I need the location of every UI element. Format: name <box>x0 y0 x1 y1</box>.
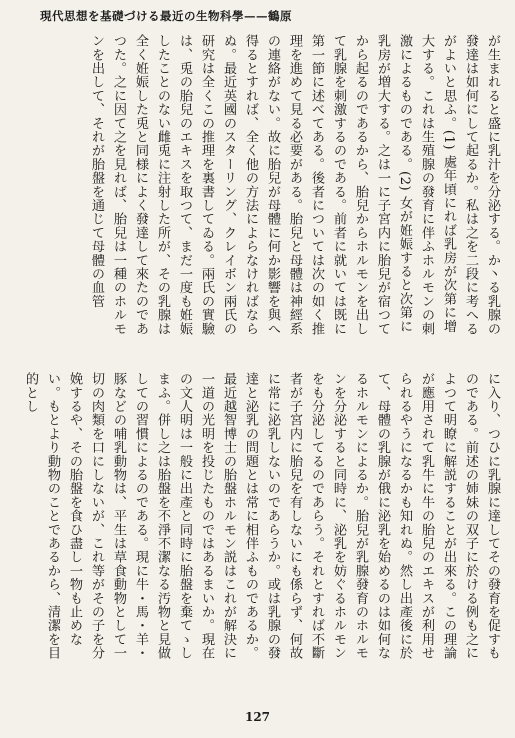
lower-text-block <box>23 372 503 672</box>
body-text-upper: が生まれると盛に乳汁を分泌する。か丶る乳腺の發達は如何にして起るか。私は之を二段に考へるがよいと思ふ。(1) 處年頃にれば乳房が次第に增大する。これは生殖腺の發育に伴ふホルモンの刺激によるものである。(2) 女が姙娠すると次第に乳房が増大する。之は一に子宮内に胎兒が宿つてから起るのであるから、胎兒からホルモンを出して乳腺を刺激するのである。前者に就いては既に第一節に述べてある。後者については次の如く推理を進めて見る必要がある。胎兒と母體は神經系の連絡がない。故に胎兒が母體に何か影響を與へ得るとすれば、全く他の方法によらなければならぬ。最近英國のスターリング、クレイボン兩氏の研究は全くこの推理を裏書してゐる。兩氏の實驗は、兎の胎兒のエキスを取つて、まだ一度も姙娠したことのない雌兎に注射した所が、その乳腺は全く姙娠した兎と同様によく發達して來たのであつた。之に因て之を見れば、胎兒は一種のホルモンを出して、それが胎盤を通じて母體の血管 <box>89 34 500 336</box>
running-header: 現代思想を基礎づける最近の生物科學——鶴原 <box>40 9 292 23</box>
page-number: 127 <box>244 710 271 724</box>
upper-text-block <box>33 34 503 346</box>
body-text-lower: に入り、つひに乳腺に達してその發育を促すものである。前述の姉妹の双子に於ける例も之によつて明瞭に解説することが出來る。この理論が應用されて乳牛に牛の胎兒のエキスが利用せられるやうになるかも知れぬ。然し出產後に於て、母體の乳腺が俄に泌乳を始めるのは如何なるホルモンによるか。胎兒が乳腺發育のホルモンを分泌すると同時に、泌乳を妨ぐるホルモンをも分泌してるのであらう。それとすれば不斷者が子宮内に胎兒を有しないにも係らず、何故に常に泌乳しないのであらうか。或は乳腺の發達と泌乳の問題とは常に相伴ふものであるか。最近越智博士の胎盤ホルモン説はこれが解決に一道の光明を投じたものではあるまいか。現在の文人明は一般に出產と同時に胎盤を棄てゝしまふ。併し之は胎盤を不淨不潔なる汚物と見做しての習慣によるのである。現に牛・馬・羊・豚などの哺乳動物は、平生は草食動物として一切の肉類を口にしないが、これ等がその子を分娩するや、その胎盤を食ひ盡し一物も止めない。もとより動物のことであるから、清潔を目的とし <box>23 372 500 660</box>
